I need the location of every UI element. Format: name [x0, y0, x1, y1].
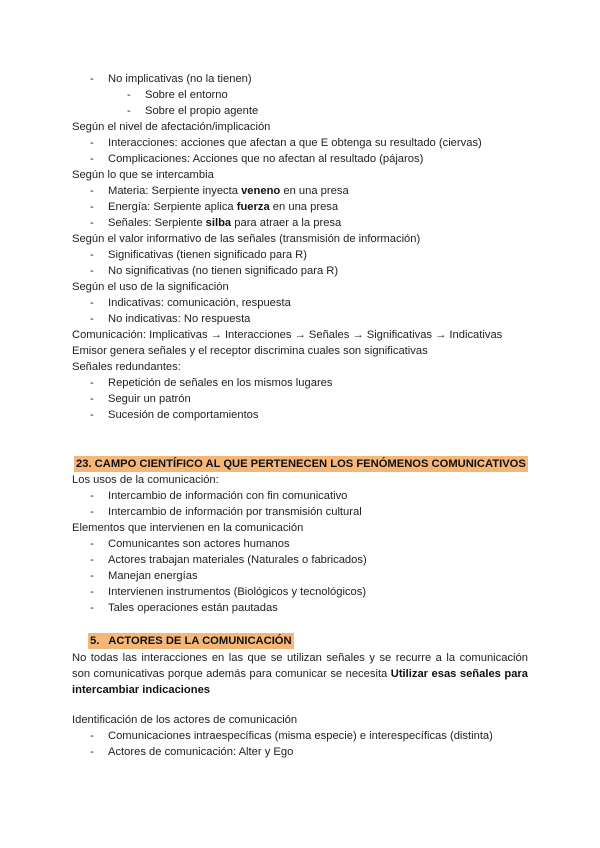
bullet-dash: - [90, 602, 94, 614]
list-item: Comunicaciones intraespecíficas (misma especie) e interespecíficas (distinta) [108, 730, 493, 742]
bullet-dash: - [90, 570, 94, 582]
bullet-dash: - [90, 201, 94, 213]
bullet-dash: - [90, 185, 94, 197]
list-item: Manejan energías [108, 570, 198, 582]
list-item: Sobre el entorno [145, 89, 228, 101]
bullet-dash: - [90, 297, 94, 309]
bullet-dash: - [90, 249, 94, 261]
bullet-dash: - [127, 105, 131, 117]
section-label: Según el valor informativo de las señales (transmisión de información) [72, 233, 421, 245]
bold-term: fuerza [236, 201, 270, 213]
section-heading-23: 23. CAMPO CIENTÍFICO AL QUE PERTENECEN LOS FENÓMENOS COMUNICATIVOS [76, 458, 526, 470]
list-item: Comunicantes son actores humanos [108, 538, 290, 550]
list-item: Sucesión de comportamientos [108, 409, 259, 421]
bullet-dash: - [127, 89, 131, 101]
bullet-dash: - [90, 313, 94, 325]
bullet-dash: - [90, 586, 94, 598]
list-item: No implicativas (no la tienen) [108, 73, 252, 85]
bullet-dash: - [90, 137, 94, 149]
bullet-dash: - [90, 73, 94, 85]
list-item: Complicaciones: Acciones que no afectan al resultado (pájaros) [108, 153, 424, 165]
list-item: Señales: Serpiente silba para atraer a la presa [108, 217, 342, 229]
list-item: Seguir un patrón [108, 393, 191, 405]
bullet-dash: - [90, 393, 94, 405]
list-item: Actores trabajan materiales (Naturales o fabricados) [108, 554, 367, 566]
paragraph: No todas las interacciones en las que se utilizan señales y se recurre a la comunicación son comunicativas porque además para comunicar se necesita Utilizar esas señales para intercambiar indicaciones [72, 652, 528, 696]
list-item: Materia: Serpiente inyecta veneno en una presa [108, 185, 349, 197]
list-item: Repetición de señales en los mismos lugares [108, 377, 333, 389]
bullet-dash: - [90, 490, 94, 502]
list-item: Significativas (tienen significado para R) [108, 249, 307, 261]
bullet-dash: - [90, 265, 94, 277]
bullet-dash: - [90, 506, 94, 518]
bullet-dash: - [90, 409, 94, 421]
bold-phrase: Utilizar esas señales para intercambiar indicaciones [72, 668, 528, 696]
list-item: Sobre el propio agente [145, 105, 259, 117]
bullet-dash: - [90, 746, 94, 758]
section-label: Los usos de la comunicación: [72, 474, 219, 486]
bold-term: veneno [241, 185, 281, 197]
list-item: Tales operaciones están pautadas [108, 602, 278, 614]
section-label: Según lo que se intercambia [72, 169, 214, 181]
paragraph-line: Emisor genera señales y el receptor discrimina cuales son significativas [72, 345, 428, 357]
list-item: Intervienen instrumentos (Biológicos y tecnológicos) [108, 586, 367, 598]
section-label: Según el nivel de afectación/implicación [72, 121, 271, 133]
bold-term: silba [205, 217, 232, 229]
bullet-dash: - [90, 538, 94, 550]
section-label: Señales redundantes: [72, 361, 181, 373]
bullet-dash: - [90, 217, 94, 229]
bullet-dash: - [90, 730, 94, 742]
section-heading-5: 5. ACTORES DE LA COMUNICACIÓN [90, 635, 292, 647]
list-item: Indicativas: comunicación, respuesta [108, 297, 291, 309]
list-item: Energía: Serpiente aplica fuerza en una presa [108, 201, 339, 213]
list-item: No significativas (no tienen significado para R) [108, 265, 339, 277]
list-item: Actores de comunicación: Alter y Ego [108, 746, 294, 758]
section-label: Según el uso de la significación [72, 281, 229, 293]
list-item: Intercambio de información con fin comunicativo [108, 490, 348, 502]
section-label: Elementos que intervienen en la comunicación [72, 522, 304, 534]
paragraph-line: Comunicación: Implicativas → Interacciones → Señales → Significativas → Indicativas [72, 329, 503, 341]
list-item: Interacciones: acciones que afectan a que E obtenga su resultado (ciervas) [108, 137, 482, 149]
list-item: Intercambio de información por transmisión cultural [108, 506, 362, 518]
section-label: Identificación de los actores de comunicación [72, 714, 298, 726]
list-item: No indicativas: No respuesta [108, 313, 251, 325]
bullet-dash: - [90, 153, 94, 165]
bullet-dash: - [90, 554, 94, 566]
bullet-dash: - [90, 377, 94, 389]
